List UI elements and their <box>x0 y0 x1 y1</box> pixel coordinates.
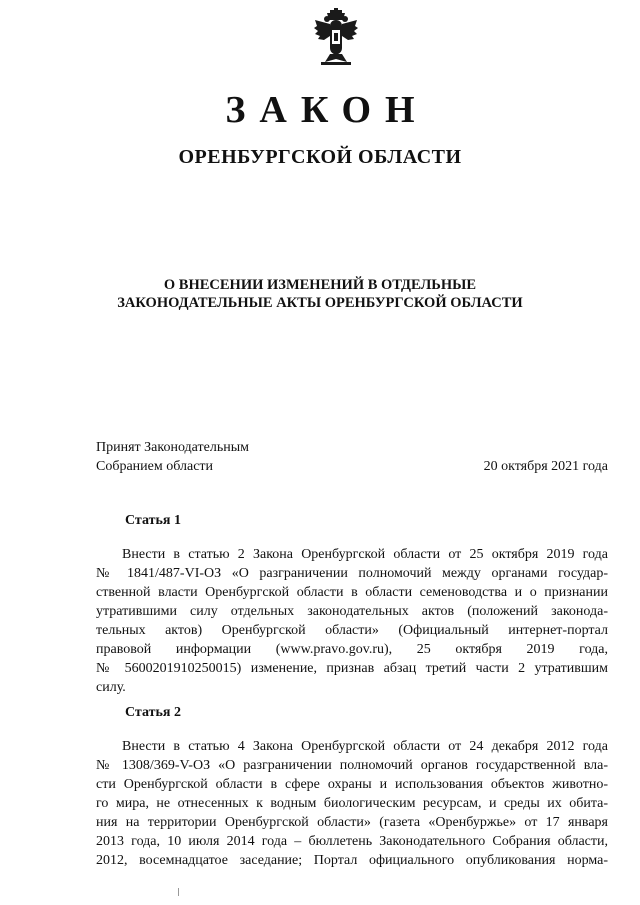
text-line: утратившими силу отдельных законодательных актов (положений законода- <box>96 604 608 619</box>
law-heading <box>0 276 640 312</box>
text-line: го мира, не отнесенных к водным биологическим ресурсам, и среды их обита- <box>96 796 608 811</box>
article-2-title: Статья 2 <box>125 705 181 720</box>
text-line: № 1308/369-V-ОЗ «О разграничении полномочий органов государственной вла- <box>96 758 608 773</box>
adoption-date: 20 октября 2021 года <box>483 459 608 474</box>
document-subtitle: ОРЕНБУРГСКОЙ ОБЛАСТИ <box>178 146 462 168</box>
law-heading-line: ЗАКОНОДАТЕЛЬНЫЕ АКТЫ ОРЕНБУРГСКОЙ ОБЛАСТИ <box>117 295 523 311</box>
scan-mark <box>178 888 179 896</box>
text-line: 2013 года, 10 июля 2014 года – бюллетень Законодательного Собрания области, <box>96 834 608 849</box>
article-2-text <box>96 737 608 870</box>
text-line: 2012, восемнадцатое заседание; Портал официального опубликования норма- <box>96 853 608 868</box>
article-1-title: Статья 1 <box>125 513 181 528</box>
text-line: сти Оренбургской области в сфере охраны и использования объектов животно- <box>96 777 608 792</box>
text-line: правовой информации (www.pravo.gov.ru), 25 октября 2019 года, <box>96 642 608 657</box>
coat-of-arms-icon <box>313 8 359 66</box>
text-line: Внести в статью 2 Закона Оренбургской области от 25 октября 2019 года <box>122 547 608 562</box>
text-line: Внести в статью 4 Закона Оренбургской области от 24 декабря 2012 года <box>122 739 608 754</box>
adoption-line: Собранием области <box>96 459 214 474</box>
document-title: ЗАКОН <box>225 89 429 131</box>
text-line: силу. <box>96 680 126 695</box>
text-line: № 1841/487-VI-ОЗ «О разграничении полномочий между органами государ- <box>96 566 608 581</box>
text-line: № 5600201910250015) изменение, признав абзац третий части 2 утратившим <box>96 661 608 676</box>
article-1-text <box>96 545 608 697</box>
adoption-line: Принят Законодательным <box>96 440 249 455</box>
adoption-info <box>96 438 608 476</box>
text-line: ния на территории Оренбургской области» (газета «Оренбуржье» от 17 января <box>96 815 608 830</box>
text-line: ственной власти Оренбургской области в области семеноводства и о признании <box>96 585 608 600</box>
law-heading-line: О ВНЕСЕНИИ ИЗМЕНЕНИЙ В ОТДЕЛЬНЫЕ <box>163 277 477 293</box>
text-line: тельных актов) Оренбургской области» (Официальный интернет-портал <box>96 623 608 638</box>
